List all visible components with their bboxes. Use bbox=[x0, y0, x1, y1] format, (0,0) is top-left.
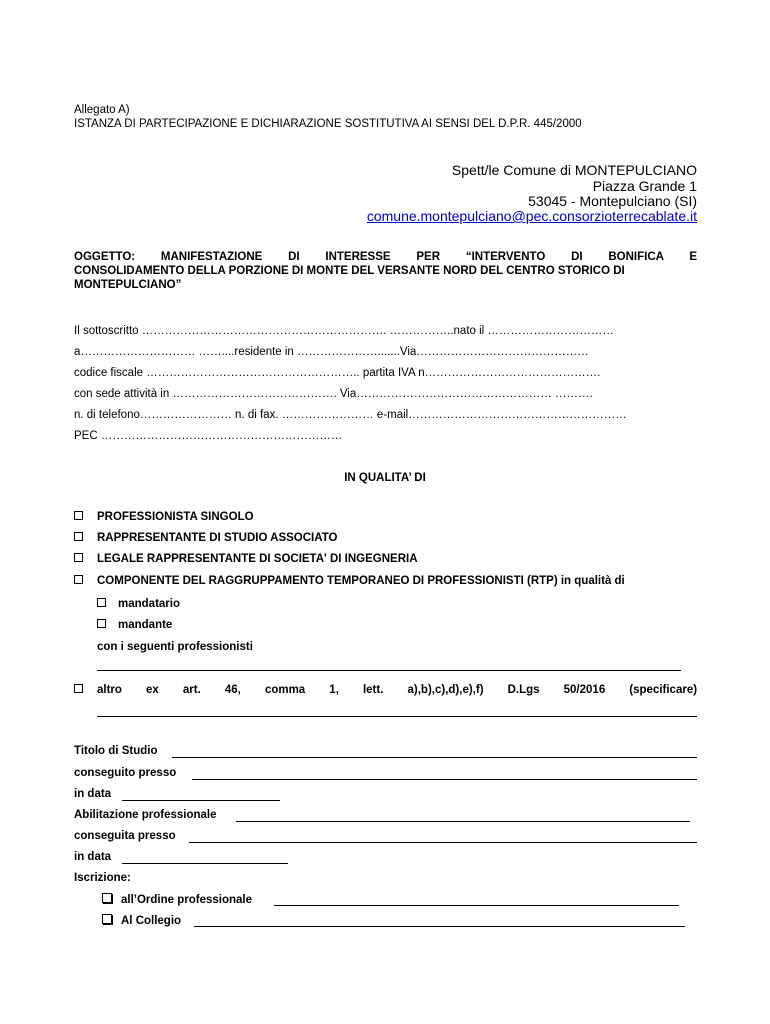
checkbox-icon[interactable] bbox=[74, 575, 83, 584]
oggetto-word: MANIFESTAZIONE bbox=[160, 251, 263, 263]
option-label: RAPPRESENTANTE DI STUDIO ASSOCIATO bbox=[97, 532, 338, 544]
option-label: LEGALE RAPPRESENTANTE DI SOCIETA' DI INGEGNERIA bbox=[97, 553, 418, 565]
abilitazione-label: Abilitazione professionale bbox=[74, 809, 217, 821]
altro-word: altro bbox=[97, 684, 122, 696]
professionisti-fill-line[interactable] bbox=[97, 670, 681, 671]
checkbox-icon[interactable] bbox=[102, 893, 112, 903]
oggetto-label: OGGETTO: bbox=[74, 251, 136, 263]
checkbox-icon[interactable] bbox=[74, 511, 83, 520]
option-label: PROFESSIONISTA SINGOLO bbox=[97, 511, 254, 523]
collegio-label: Al Collegio bbox=[121, 915, 182, 927]
oggetto-line-2: CONSOLIDAMENTO DELLA PORZIONE DI MONTE DEL VERSANTE NORD DEL CENTRO STORICO DI bbox=[74, 265, 625, 277]
rtp-role-label: mandante bbox=[118, 619, 173, 631]
option-studio-associato[interactable] bbox=[74, 532, 337, 544]
collegio-row[interactable] bbox=[102, 914, 181, 927]
option-societa-ingegneria[interactable] bbox=[74, 553, 418, 565]
conseguita-presso-label: conseguita presso bbox=[74, 830, 176, 842]
conseguita-presso-input[interactable] bbox=[189, 842, 697, 843]
oggetto-word: INTERESSE bbox=[325, 251, 391, 263]
oggetto-word: BONIFICA bbox=[608, 251, 664, 263]
oggetto-line-1 bbox=[74, 251, 697, 263]
altro-word: ex bbox=[146, 684, 159, 696]
recipient-line-2: Piazza Grande 1 bbox=[592, 178, 697, 194]
seguenti-professionisti-label: con i seguenti professionisti bbox=[97, 641, 253, 653]
rtp-role-mandatario[interactable] bbox=[97, 598, 180, 610]
recipient-email-link[interactable]: comune.montepulciano@pec.consorzioterrecablate.it bbox=[366, 208, 697, 224]
altro-checkbox[interactable] bbox=[74, 684, 83, 696]
altro-fill-line[interactable] bbox=[97, 716, 697, 717]
altro-word: D.Lgs bbox=[507, 684, 540, 696]
checkbox-icon[interactable] bbox=[74, 684, 83, 693]
checkbox-icon[interactable] bbox=[102, 914, 112, 924]
recipient-line-1: Spett/le Comune di MONTEPULCIANO bbox=[451, 162, 697, 178]
conseguito-presso-label: conseguito presso bbox=[74, 767, 177, 779]
oggetto-line-3: MONTEPULCIANO” bbox=[74, 279, 182, 291]
altro-word: 50/2016 bbox=[563, 684, 606, 696]
in-data-1-label: in data bbox=[74, 788, 112, 800]
ordine-row[interactable] bbox=[102, 893, 252, 906]
option-professionista-singolo[interactable] bbox=[74, 511, 254, 523]
sottoscritto-field[interactable]: Il sottoscritto ………………………………………………………. ……………..nato il …………………………… bbox=[74, 325, 614, 337]
option-rtp[interactable] bbox=[74, 575, 625, 587]
iscrizione-label: Iscrizione: bbox=[74, 872, 131, 884]
altro-word: 46, bbox=[224, 684, 241, 696]
telefono-field[interactable]: n. di telefono…………………… n. di fax. …………………… e-mail………………………………………………… bbox=[74, 409, 627, 421]
oggetto-word: DI bbox=[571, 251, 583, 263]
oggetto-word: DI bbox=[288, 251, 300, 263]
codice-fiscale-field[interactable]: codice fiscale ……………………………………………….. partita IVA n………………………………………. bbox=[74, 367, 601, 379]
in-data-2-label: in data bbox=[74, 851, 112, 863]
titolo-studio-input[interactable] bbox=[172, 757, 697, 758]
in-data-1-input[interactable] bbox=[122, 800, 280, 801]
oggetto-word: PER bbox=[416, 251, 441, 263]
in-qualita-heading: IN QUALITA’ DI bbox=[344, 472, 426, 484]
document-title: ISTANZA DI PARTECIPAZIONE E DICHIARAZIONE SOSTITUTIVA AI SENSI DEL D.P.R. 445/2000 bbox=[74, 118, 582, 130]
option-label: COMPONENTE DEL RAGGRUPPAMENTO TEMPORANEO DI PROFESSIONISTI (RTP) in qualità di bbox=[97, 575, 625, 587]
titolo-studio-label: Titolo di Studio bbox=[74, 745, 158, 757]
collegio-input[interactable] bbox=[194, 926, 685, 927]
checkbox-icon[interactable] bbox=[74, 532, 83, 541]
altro-word: (specificare) bbox=[629, 684, 698, 696]
checkbox-icon[interactable] bbox=[97, 598, 106, 607]
altro-word: comma bbox=[264, 684, 306, 696]
allegato-label: Allegato A) bbox=[74, 104, 130, 116]
oggetto-word: “INTERVENTO bbox=[465, 251, 546, 263]
altro-word: a),b),c),d),e),f) bbox=[407, 684, 484, 696]
checkbox-icon[interactable] bbox=[74, 553, 83, 562]
recipient-line-3: 53045 - Montepulciano (SI) bbox=[528, 193, 697, 209]
checkbox-icon[interactable] bbox=[97, 619, 106, 628]
oggetto-word: E bbox=[689, 251, 697, 263]
sede-field[interactable]: con sede attività in ……………………………………. Via…………………………………………… ………. bbox=[74, 388, 593, 400]
altro-word: art. bbox=[182, 684, 201, 696]
ordine-input[interactable] bbox=[274, 905, 679, 906]
in-data-2-input[interactable] bbox=[122, 863, 288, 864]
pec-field[interactable]: PEC ……………………………………………………… bbox=[74, 430, 343, 442]
rtp-role-label: mandatario bbox=[118, 598, 180, 610]
abilitazione-input[interactable] bbox=[236, 821, 690, 822]
residenza-field[interactable]: a………………………… ……....residente in ………………….......Via……………………………………… bbox=[74, 346, 589, 358]
rtp-role-mandante[interactable] bbox=[97, 619, 172, 631]
option-altro bbox=[97, 684, 697, 696]
altro-word: lett. bbox=[362, 684, 384, 696]
conseguito-presso-input[interactable] bbox=[192, 779, 697, 780]
ordine-label: all’Ordine professionale bbox=[121, 894, 253, 906]
titolo-studio-row bbox=[74, 745, 157, 757]
altro-word: 1, bbox=[329, 684, 339, 696]
